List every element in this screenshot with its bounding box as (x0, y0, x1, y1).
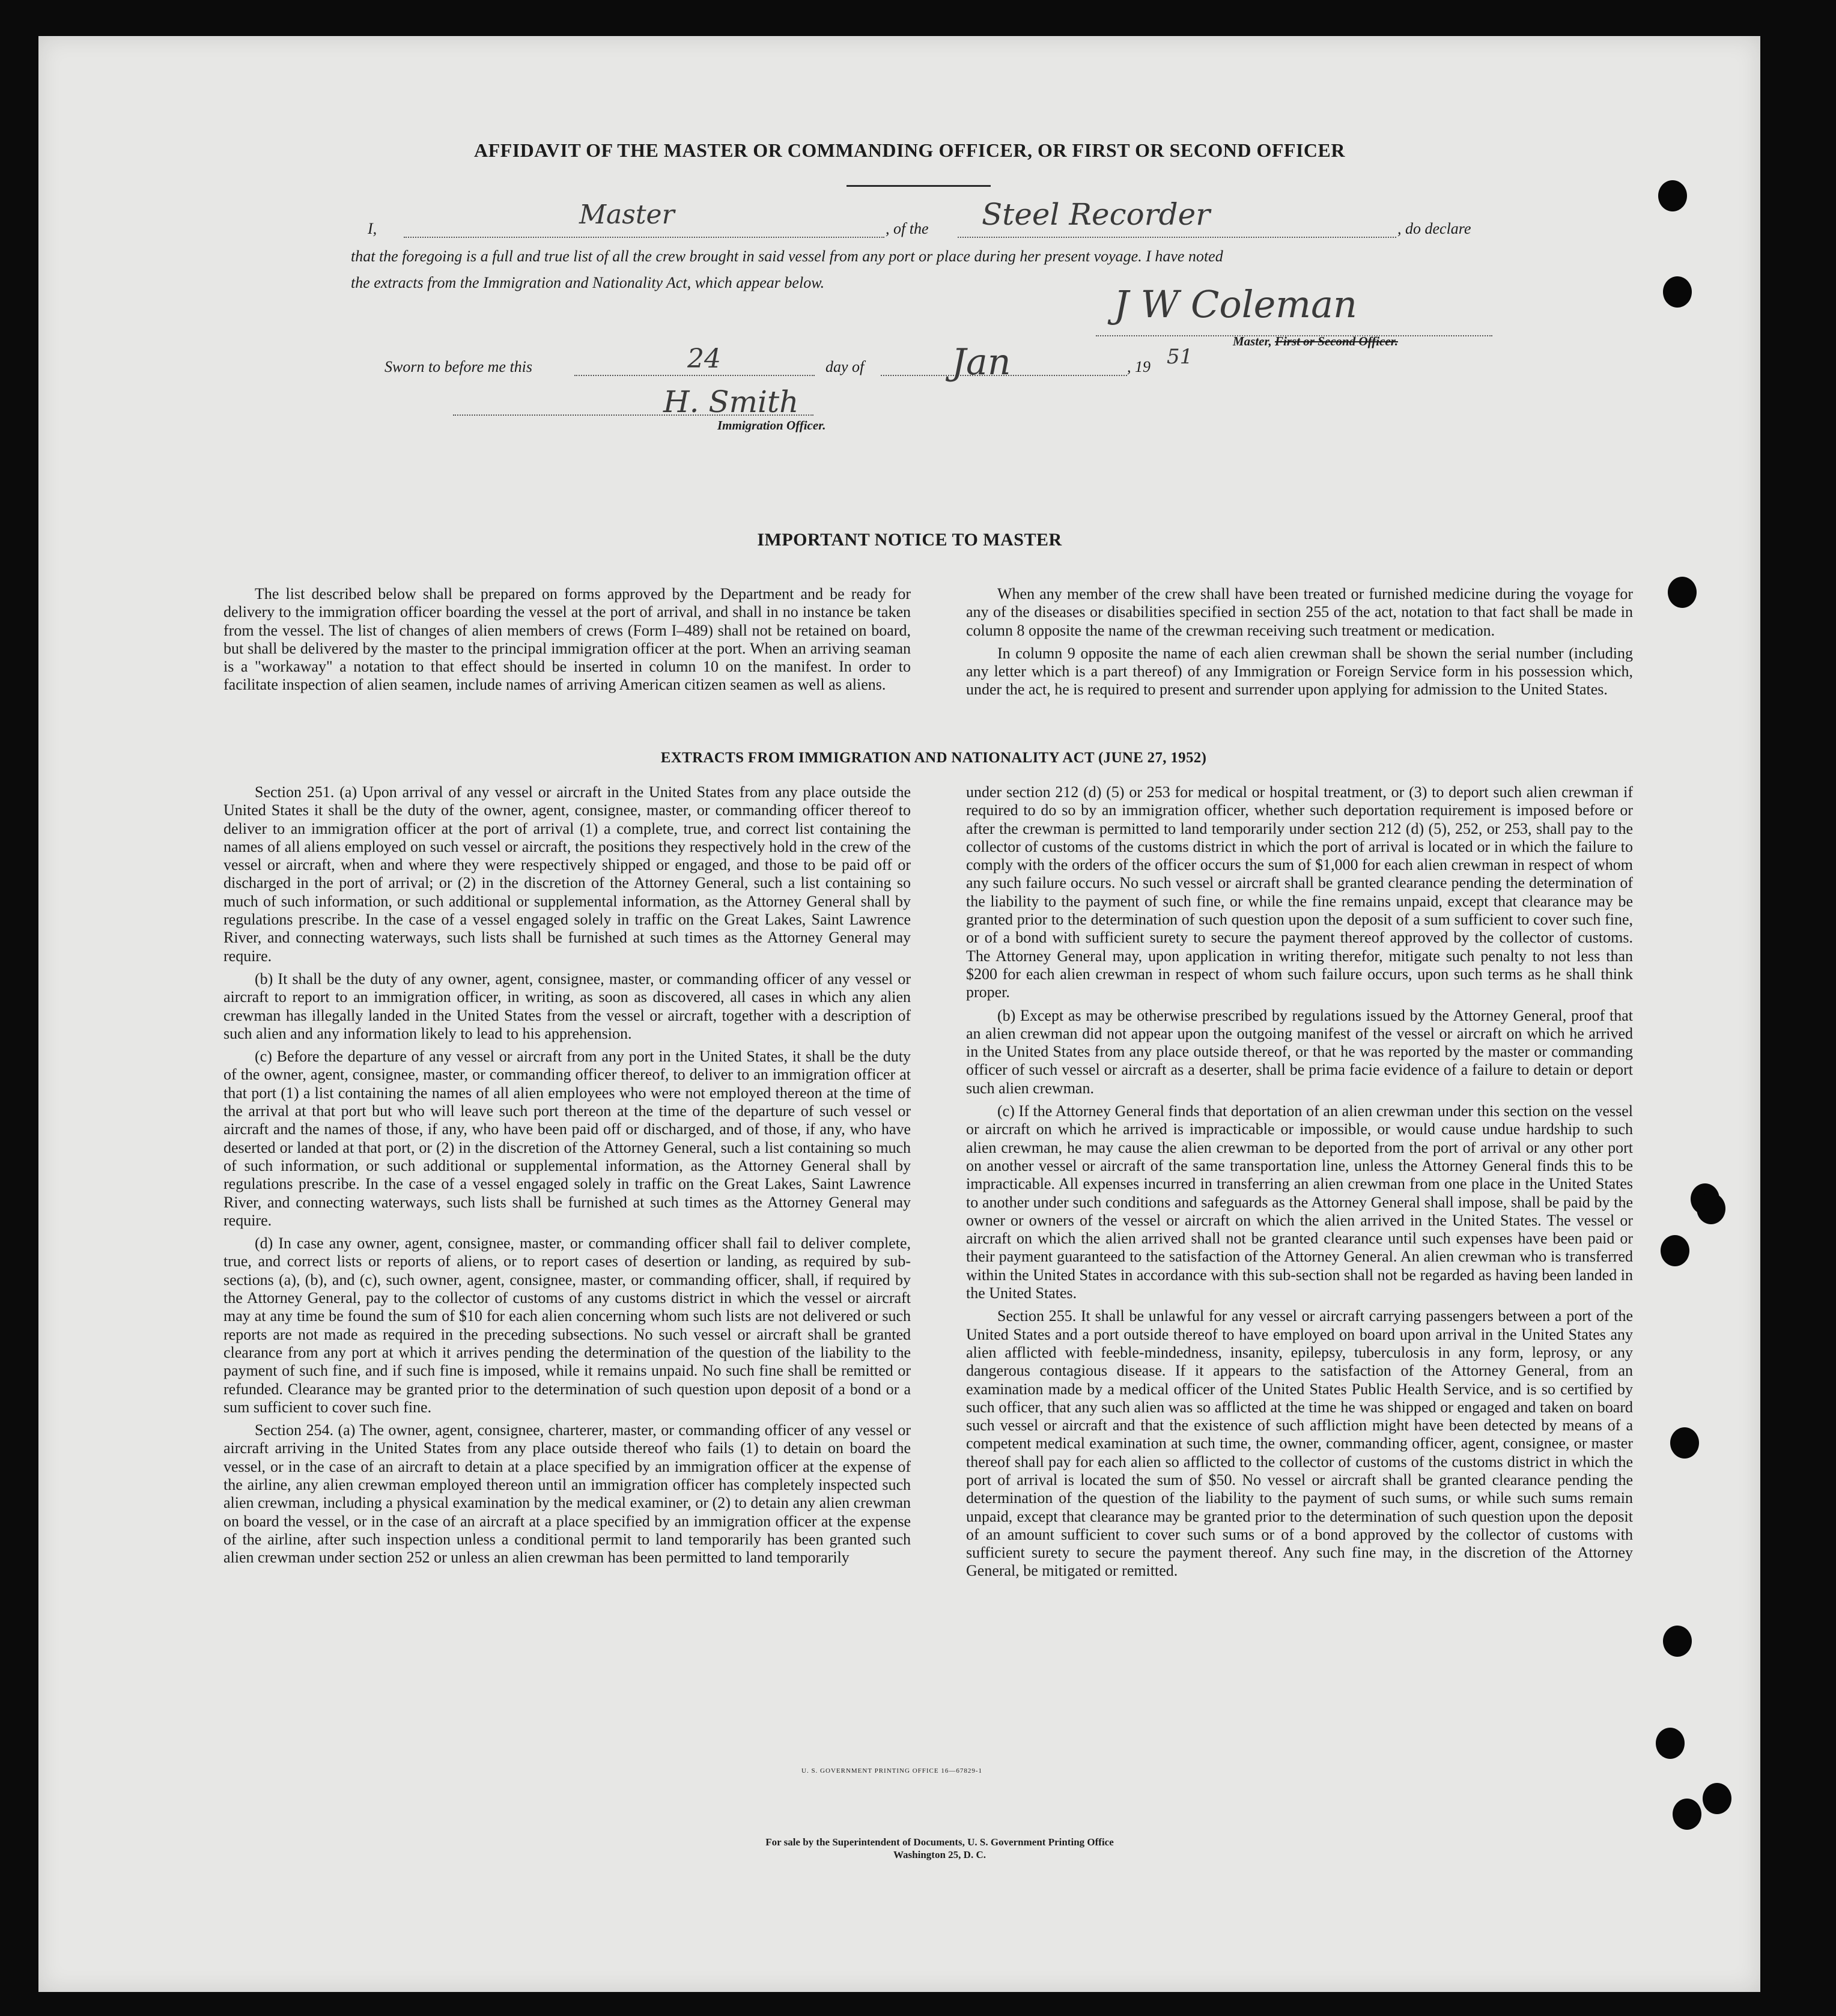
notice-paragraph: When any member of the crew shall have been treated or furnished medicine during the voyage for any of the diseases or disabilities specified in section 255 of the act, notation to that fact shall be made in column 8 opposite the name of the crewman receiving such treatment or medication. (966, 585, 1633, 639)
declaration-do-declare: , do declare (1397, 220, 1471, 237)
extracts-left-column (223, 783, 911, 1567)
section-paragraph: under section 212 (d) (5) or 253 for medical or hospital treatment, or (3) to deport such alien crewman if required to do so by an immigration officer, whether such deportation requirement is imposed before or after the crewman is permitted to land temporarily under section 212 (d) (5), 252, or 253, shall pay to the collector of customs of the customs district in which the port of arrival is located or in which the failure to comply with the orders of the officer occurs the sum of $1,000 for each alien crewman in respect of whom any such failure occurs. No such vessel or aircraft shall be granted clearance pending the determination of the liability to the payment of such fine, or while the fine remains unpaid, except that clearance may be granted prior to the determination of such question upon the deposit of a sum sufficient to cover such fine, or of a bond with sufficient surety to secure the payment thereof approved by the collector of customs. The Attorney General may, upon application in writing therefor, mitigate such penalty to not less than $200 for each alien crewman in respect of whom such failure occurs, upon such terms as he shall think proper. (966, 783, 1633, 1001)
master-signature: J W Coleman (1114, 282, 1357, 326)
declaration-of-the: , of the (886, 220, 929, 237)
section-paragraph: (b) Except as may be otherwise prescribed by regulations issued by the Attorney General, proof that an alien crewman did not appear upon the outgoing manifest of the vessel or aircraft on which he arrived in the United States from any place outside thereof, or that he was reported by the master or commanding officer of such vessel or aircraft as a deserter, shall be prima facie evidence of a failure to detain or deport such alien crewman. (966, 1006, 1633, 1097)
extracts-right-column (966, 783, 1633, 1580)
officer-field-line (404, 237, 884, 238)
punch-hole (1670, 1427, 1699, 1459)
day-of-label: day of (825, 358, 865, 375)
document-page (38, 36, 1760, 1992)
vessel-handwriting: Steel Recorder (982, 197, 1211, 232)
vessel-field-line (958, 237, 1396, 238)
declaration-i: I, (368, 220, 377, 237)
punch-hole (1697, 1193, 1725, 1224)
declaration-line-2: that the foregoing is a full and true list of all the crew brought in said vessel from any port or place during her present voyage. I have noted (351, 247, 1223, 265)
title-rule (847, 185, 991, 187)
master-label (1233, 334, 1398, 349)
declaration-line-3: the extracts from the Immigration and Nationality Act, which appear below. (351, 274, 825, 291)
notice-title: IMPORTANT NOTICE TO MASTER (757, 530, 1062, 550)
section-paragraph: Section 254. (a) The owner, agent, consignee, charterer, master, or commanding officer of any vessel or aircraft arriving in the United States from any place outside thereof who fails (1) to detain on board the vessel, or in the case of an aircraft to detain at a place specified by an immigration officer at the expense of the airline, any alien crewman employed thereon until an immigration officer has completely inspected such alien crewman, including a physical examination by the medical examiner, or (2) to detain any alien crewman on board the vessel, or in the case of an aircraft at a place specified by an immigration officer at the expense of the airline, after such inspection unless a conditional permit to land temporarily has been granted such alien crewman under section 252 or unless an alien crewman has been permitted to land temporarily (223, 1421, 911, 1567)
day-handwriting: 24 (687, 344, 721, 374)
punch-hole (1703, 1783, 1731, 1814)
footer-line-1: For sale by the Superintendent of Documents, U. S. Government Printing Office (765, 1836, 1114, 1848)
month-handwriting: Jan (952, 341, 1011, 383)
section-paragraph: (c) If the Attorney General finds that deportation of an alien crewman under this section on the vessel or aircraft on which he arrived is impracticable or impossible, or would cause undue hardship to such alien crewman, he may cause the alien crewman to be deported from the port of arrival or any other port on another vessel or aircraft of the same transportation line, unless the Attorney General finds this to be impracticable. All expenses incurred in transferring an alien crewman from one place in the United States to another under such conditions and safeguards as the Attorney General shall impose, shall be paid by the owner or owners of the vessel or aircraft on which the alien arrived in the United States. The vessel or aircraft on which the alien arrived shall not be granted clearance until such expenses have been paid or their payment guaranteed to the satisfaction of the Attorney General. An alien crewman who is transferred within the United States in accordance with this sub-section shall not be regarded as having been landed in the United States. (966, 1102, 1633, 1302)
punch-hole (1663, 1626, 1692, 1657)
notice-right-column (966, 585, 1633, 699)
immigration-line (453, 414, 813, 416)
officer-label-struck: First or Second Officer. (1275, 334, 1398, 348)
section-paragraph: (d) In case any owner, agent, consignee, master, or commanding officer shall fail to deliver complete, true, and correct lists or reports of aliens, or to report cases of desertion or landing, as required by sub-sections (a), (b), and (c), such owner, agent, consignee, master, or commanding officer, shall, if required by the Attorney General, pay to the collector of customs of any customs district in which the vessel or aircraft may at any time be found the sum of $10 for each alien concerning whom such lists are not delivered or such reports are not made as required in the preceding subsections. No such vessel or aircraft shall be granted clearance from any port at which it arrives pending the determination of the question of the liability to the payment of such fine, and if such fine is imposed, while it remains unpaid. No such fine shall be remitted or refunded. Clearance may be granted prior to the determination of such question upon deposit of a bond or a sum sufficient to cover such fine. (223, 1234, 911, 1416)
punch-hole (1668, 577, 1697, 608)
punch-hole (1658, 180, 1687, 211)
sworn-label: Sworn to before me this (385, 358, 533, 375)
affidavit-title: AFFIDAVIT OF THE MASTER OR COMMANDING OFFICER, OR FIRST OR SECOND OFFICER (474, 139, 1345, 161)
master-label-text: Master, (1233, 334, 1272, 348)
punch-hole (1661, 1235, 1689, 1266)
immigration-label: Immigration Officer. (717, 418, 826, 433)
section-paragraph: Section 255. It shall be unlawful for any vessel or aircraft carrying passengers between a port of the United States and a port outside thereof to have employed on board upon arrival in the United States any alien afflicted with feeble-mindedness, insanity, epilepsy, tuberculosis in any form, leprosy, or any dangerous contagious disease. If it appears to the satisfaction of the Attorney General, from an examination made by a medical officer of the United States Public Health Service, and is so certified by such officer, that any such alien was so afflicted at the time he was shipped or engaged and taken on board such vessel or aircraft and that the existence of such affliction might have been detected by means of a competent medical examination at such time, the owner, commanding officer, agent, consignee, or master thereof shall pay for each alien so afflicted to the collector of customs of the customs district in which the port of arrival is located the sum of $50. No vessel or aircraft shall be granted clearance pending the determination of the question of the liability to the payment of such sums, or while such sums remain unpaid, except that clearance may be granted prior to the determination of such question upon the deposit of an amount sufficient to cover such sums or of a bond approved by the collector of customs with sufficient surety to secure the payment thereof. Any such fine may, in the discretion of the Attorney General, be mitigated or remitted. (966, 1307, 1633, 1580)
notice-paragraph: In column 9 opposite the name of each alien crewman shall be shown the serial number (including any letter which is a part thereof) of any Immigration or Foreign Service form in his possession which, under the act, he is required to present and surrender upon applying for admission to the United States. (966, 644, 1633, 699)
footer (639, 1836, 1240, 1861)
officer-handwriting: Master (579, 199, 675, 230)
notice-left-column (223, 585, 911, 694)
year-prefix: , 19 (1127, 358, 1151, 375)
notice-paragraph: The list described below shall be prepared on forms approved by the Department and be ready for delivery to the immigration officer boarding the vessel at the port of arrival, and shall in no instance be taken from the vessel. The list of changes of alien members of crews (Form I–489) shall not be retained on board, but shall be delivered by the master to the principal immigration officer at the port. When an arriving seaman is a "workaway" a notation to that effect should be inserted in column 10 on the manifest. In order to facilitate inspection of alien seamen, include names of arriving American citizen seamen as well as aliens. (223, 585, 911, 694)
section-paragraph: (c) Before the departure of any vessel or aircraft from any port in the United States, it shall be the duty of the owner, agent, consignee, master, or commanding officer thereof, to deliver to an immigration officer at that port (1) a list containing the names of all alien employees who were not employed thereon at the time of the arrival at that port but who will leave such port thereon at the time of the departure of such vessel or aircraft and the names of those, if any, who have been paid off or discharged, and of those, if any, who have deserted or landed at that port, or (2) in the discretion of the Attorney General, such a list containing so much of such information, or such additional or supplemental information, as the Attorney General shall by regulations prescribe. In the case of a vessel engaged solely in traffic on the Great Lakes, Saint Lawrence River, and connecting waterways, such lists shall be furnished at such times as the Attorney General may require. (223, 1048, 911, 1229)
punch-hole (1656, 1728, 1685, 1759)
year-handwriting: 51 (1167, 345, 1193, 369)
section-paragraph: Section 251. (a) Upon arrival of any vessel or aircraft in the United States from any place outside the United States it shall be the duty of the owner, agent, consignee, master, or commanding officer thereof to deliver to an immigration officer at the port of arrival (1) a complete, true, and correct list containing the names of all aliens employed on such vessel or aircraft, the positions they respectively hold in the crew of the vessel or aircraft, when and where they were respectively shipped or engaged, and those to be paid off or discharged in the port of arrival; or (2) in the discretion of the Attorney General, such a list containing so much of such information, or such additional or supplemental information, as the Attorney General shall by regulations prescribe. In the case of a vessel engaged solely in traffic on the Great Lakes, Saint Lawrence River, and connecting waterways, such lists shall be furnished at such times as the Attorney General may require. (223, 783, 911, 965)
extracts-title: EXTRACTS FROM IMMIGRATION AND NATIONALITY ACT (JUNE 27, 1952) (660, 750, 1207, 766)
section-paragraph: (b) It shall be the duty of any owner, agent, consignee, master, or commanding officer of any vessel or aircraft to report to an immigration officer, in writing, as soon as discovered, all cases in which any alien crewman has illegally landed in the United States from the vessel or aircraft, together with a description of such alien and any information likely to lead to his apprehension. (223, 970, 911, 1042)
day-field-line (574, 375, 815, 376)
immigration-signature: H. Smith (663, 384, 799, 419)
punch-hole (1663, 276, 1692, 308)
footer-line-2: Washington 25, D. C. (893, 1849, 986, 1860)
print-line: U. S. GOVERNMENT PRINTING OFFICE 16—67829-1 (801, 1767, 983, 1775)
punch-hole (1673, 1799, 1701, 1830)
